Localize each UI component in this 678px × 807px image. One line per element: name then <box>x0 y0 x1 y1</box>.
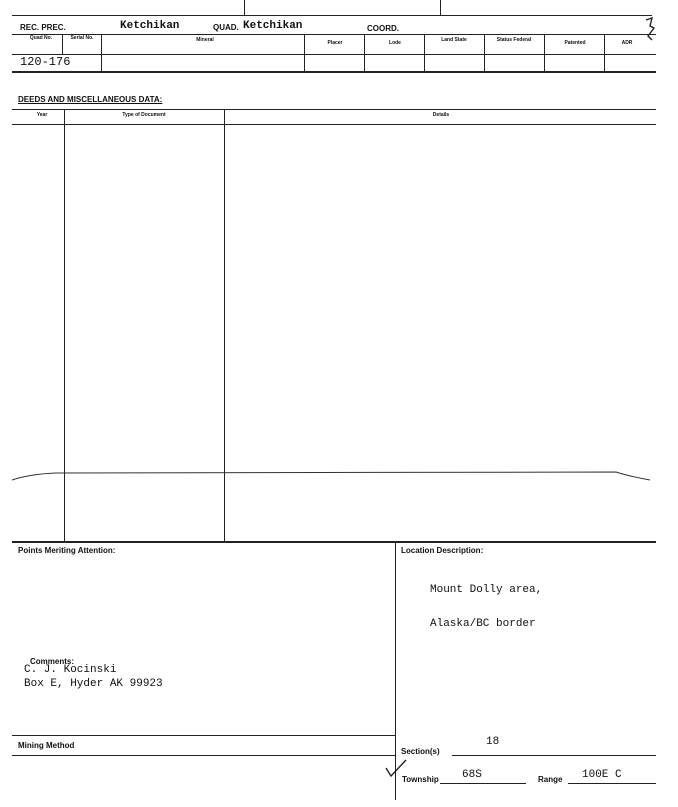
section-underline <box>452 755 656 756</box>
deeds-rule-top <box>12 109 656 110</box>
top-tick-right <box>440 0 441 16</box>
hdr-div-1 <box>62 34 63 54</box>
rec-prec-label: REC. PREC. <box>20 23 66 32</box>
comments-label: Comments: <box>30 657 75 666</box>
top-tick-left <box>244 0 245 16</box>
col-lode: Lode <box>389 40 401 46</box>
coord-label: COORD. <box>367 24 399 33</box>
comments-line-1: C. J. Kocinski <box>24 664 117 676</box>
hdr-div-6 <box>484 34 485 72</box>
range-underline <box>568 783 656 784</box>
hdr-div-8 <box>604 34 605 72</box>
corner-mark-icon <box>640 16 660 46</box>
deeds-col-details: Details <box>432 112 450 118</box>
location-line-1: Mount Dolly area, <box>430 584 543 596</box>
record-number: 120-176 <box>20 55 71 69</box>
col-serial-no: Serial No. <box>70 35 94 41</box>
header-rule-bottom <box>12 71 656 73</box>
fold-line <box>10 462 660 488</box>
header-top-rule <box>12 15 652 16</box>
mining-method-label: Mining Method <box>18 741 75 750</box>
range-label: Range <box>538 775 563 784</box>
col-mineral: Mineral <box>196 37 214 43</box>
hdr-div-3 <box>304 34 305 72</box>
comments-line-2: Box E, Hyder AK 99923 <box>24 678 163 690</box>
quad-label: QUAD. <box>213 23 239 32</box>
deeds-rule-bottom <box>12 541 656 543</box>
col-quad-no: Quad No. <box>29 35 53 41</box>
col-land-state: Land State <box>441 37 467 43</box>
township-underline <box>440 783 526 784</box>
col-placer: Placer <box>327 40 343 46</box>
hdr-div-5 <box>424 34 425 72</box>
deeds-rule-header <box>12 124 656 125</box>
col-status-federal: Status Federal <box>496 37 532 43</box>
col-adr: ADR <box>621 40 633 46</box>
points-label: Points Meriting Attention: <box>18 546 116 555</box>
range-value: 100E C <box>582 769 622 781</box>
section-value: 18 <box>486 736 500 748</box>
hdr-div-4 <box>364 34 365 72</box>
deeds-col-year: Year <box>36 112 48 118</box>
hdr-div-7 <box>544 34 545 72</box>
hdr-div-2 <box>101 34 102 72</box>
quad-value: Ketchikan <box>243 20 303 32</box>
header-rule-3 <box>12 54 656 55</box>
deeds-title: DEEDS AND MISCELLANEOUS DATA: <box>18 95 163 104</box>
section-label: Section(s) <box>401 747 440 756</box>
col-patented: Patented <box>564 40 586 46</box>
township-label: Township <box>402 775 439 784</box>
location-label: Location Description: <box>401 546 484 555</box>
deeds-col-type: Type of Document <box>122 112 166 118</box>
rec-prec-value: Ketchikan <box>120 20 180 32</box>
header-rule-2 <box>12 34 656 35</box>
township-value: 68S <box>462 769 482 781</box>
location-line-2: Alaska/BC border <box>430 618 536 630</box>
mining-rule-top <box>12 735 395 736</box>
mining-rule-bottom <box>12 755 395 756</box>
